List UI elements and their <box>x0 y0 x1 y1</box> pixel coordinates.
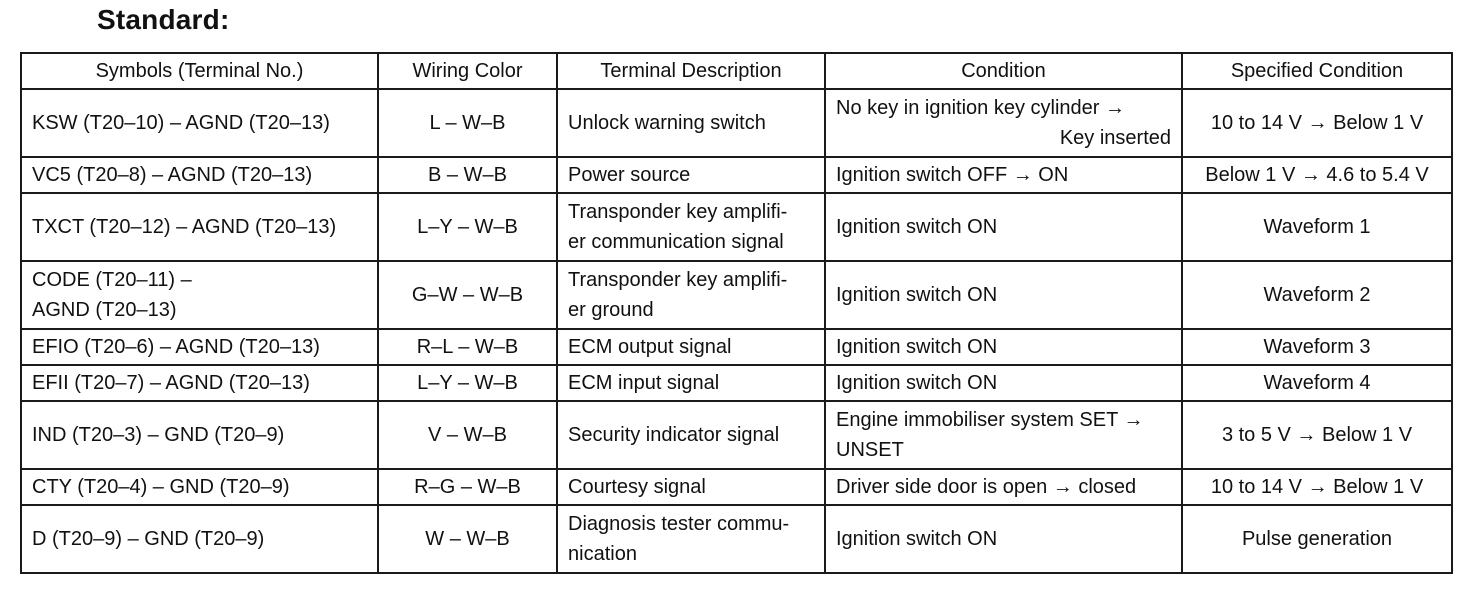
specified-cell: 10 to 14 V → Below 1 V <box>1182 89 1452 157</box>
page-heading: Standard: <box>97 4 230 35</box>
symbol-cell: EFIO (T20–6) – AGND (T20–13) <box>21 329 378 365</box>
wiring-cell: L–Y – W–B <box>378 193 557 261</box>
symbol-cell: VC5 (T20–8) – AGND (T20–13) <box>21 157 378 193</box>
symbol-cell: EFII (T20–7) – AGND (T20–13) <box>21 365 378 401</box>
description-line: Transponder key amplifi- <box>568 269 788 291</box>
specified-cell: Waveform 2 <box>1182 261 1452 329</box>
wiring-cell: W – W–B <box>378 505 557 573</box>
header-wiring-color: Wiring Color <box>378 53 557 89</box>
condition-cell: Ignition switch OFF → ON <box>825 157 1182 193</box>
description-cell <box>557 193 825 261</box>
description-line: er ground <box>568 299 654 321</box>
header-symbols: Symbols (Terminal No.) <box>21 53 378 89</box>
header-condition: Condition <box>825 53 1182 89</box>
table-row <box>21 89 1452 157</box>
condition-line: No key in ignition key cylinder → <box>836 97 1126 119</box>
symbol-cell: TXCT (T20–12) – AGND (T20–13) <box>21 193 378 261</box>
condition-line: UNSET <box>836 439 904 461</box>
wiring-cell: R–G – W–B <box>378 469 557 505</box>
specified-cell: 10 to 14 V → Below 1 V <box>1182 469 1452 505</box>
table-header-row <box>21 53 1452 89</box>
table-row <box>21 469 1452 505</box>
table-row <box>21 401 1452 469</box>
symbol-line: CODE (T20–11) – <box>32 269 192 291</box>
description-line: Transponder key amplifi- <box>568 201 788 223</box>
description-cell <box>557 261 825 329</box>
wiring-cell: R–L – W–B <box>378 329 557 365</box>
condition-line: Key inserted <box>1059 127 1171 149</box>
symbol-cell: D (T20–9) – GND (T20–9) <box>21 505 378 573</box>
condition-cell <box>825 89 1182 157</box>
description-cell: Security indicator signal <box>557 401 825 469</box>
specified-cell: Pulse generation <box>1182 505 1452 573</box>
wiring-cell: L–Y – W–B <box>378 365 557 401</box>
symbol-line: AGND (T20–13) <box>32 299 177 321</box>
condition-cell: Ignition switch ON <box>825 193 1182 261</box>
wiring-cell: G–W – W–B <box>378 261 557 329</box>
terminal-spec-table <box>20 52 1453 574</box>
symbol-cell: IND (T20–3) – GND (T20–9) <box>21 401 378 469</box>
table-row <box>21 365 1452 401</box>
table-row <box>21 157 1452 193</box>
table-row <box>21 193 1452 261</box>
condition-cell <box>825 401 1182 469</box>
table-row <box>21 261 1452 329</box>
symbol-cell: KSW (T20–10) – AGND (T20–13) <box>21 89 378 157</box>
condition-cell: Ignition switch ON <box>825 329 1182 365</box>
condition-cell: Driver side door is open → closed <box>825 469 1182 505</box>
symbol-cell: CTY (T20–4) – GND (T20–9) <box>21 469 378 505</box>
specified-cell: Waveform 1 <box>1182 193 1452 261</box>
wiring-cell: V – W–B <box>378 401 557 469</box>
symbol-cell <box>21 261 378 329</box>
condition-cell: Ignition switch ON <box>825 505 1182 573</box>
specified-cell: Below 1 V → 4.6 to 5.4 V <box>1182 157 1452 193</box>
header-terminal-description: Terminal Description <box>557 53 825 89</box>
description-cell: Power source <box>557 157 825 193</box>
wiring-cell: B – W–B <box>378 157 557 193</box>
description-cell: Courtesy signal <box>557 469 825 505</box>
table-row <box>21 505 1452 573</box>
description-line: nication <box>568 543 637 565</box>
condition-cell: Ignition switch ON <box>825 261 1182 329</box>
condition-line: Engine immobiliser system SET → <box>836 409 1144 431</box>
description-cell: ECM output signal <box>557 329 825 365</box>
description-line: er communication signal <box>568 231 784 253</box>
condition-cell: Ignition switch ON <box>825 365 1182 401</box>
description-line: Diagnosis tester commu- <box>568 513 790 535</box>
specified-cell: Waveform 3 <box>1182 329 1452 365</box>
description-cell: ECM input signal <box>557 365 825 401</box>
header-specified-condition: Specified Condition <box>1182 53 1452 89</box>
table-row <box>21 329 1452 365</box>
description-cell <box>557 505 825 573</box>
description-cell: Unlock warning switch <box>557 89 825 157</box>
specified-cell: Waveform 4 <box>1182 365 1452 401</box>
wiring-cell: L – W–B <box>378 89 557 157</box>
specified-cell: 3 to 5 V → Below 1 V <box>1182 401 1452 469</box>
